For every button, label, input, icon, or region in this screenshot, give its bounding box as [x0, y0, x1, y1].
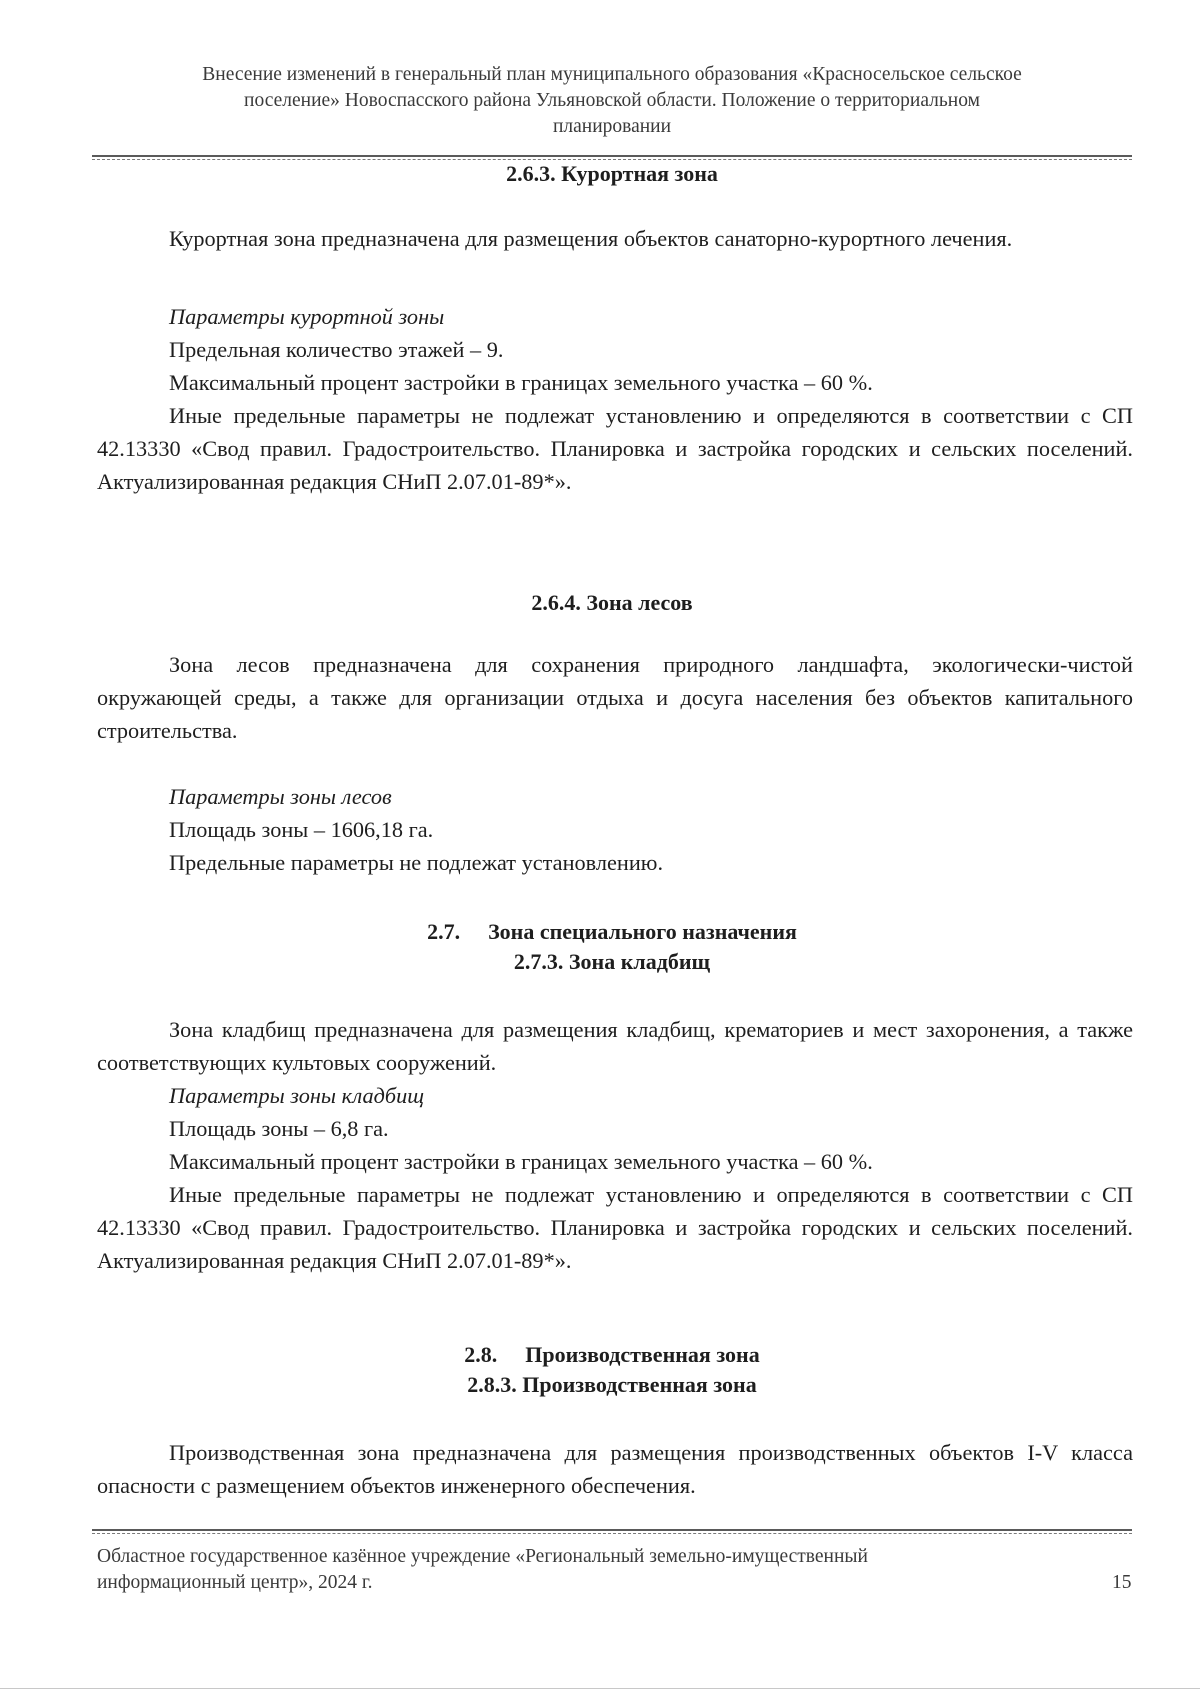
running-footer — [97, 1544, 1133, 1596]
cemetery-params-title: Параметры зоны кладбищ — [169, 1083, 425, 1108]
heading-2-7 — [92, 917, 1132, 947]
resort-max-percent: Максимальный процент застройки в границах земельного участка – 60 %. — [169, 370, 873, 395]
running-header — [92, 62, 1132, 140]
heading-2-7-title: Зона специального назначения — [488, 919, 797, 944]
paragraph-forest-intro: Зона лесов предназначена для сохранения природного ландшафта, экологически-чистой окружающей среды, а также для организации отдыха и досуга населения без объектов капитального строительства. — [97, 652, 1133, 743]
header-line-2: поселение» Новоспасского района Ульяновской области. Положение о территориальном — [244, 90, 980, 111]
cemetery-max-percent: Максимальный процент застройки в границах земельного участка – 60 %. — [169, 1149, 873, 1174]
paragraph-cemetery-intro: Зона кладбищ предназначена для размещения кладбищ, крематориев и мест захоронения, а также соответствующих культовых сооружений. — [97, 1017, 1133, 1075]
header-line-1: Внесение изменений в генеральный план муниципального образования «Красносельское сельское — [202, 64, 1022, 85]
paragraph-industrial-intro: Производственная зона предназначена для размещения производственных объектов I-V класса опасности с размещением объектов инженерного обеспечения. — [97, 1440, 1133, 1498]
header-line-3: планировании — [552, 116, 672, 137]
scan-edge-line — [0, 1688, 1200, 1689]
page-number: 15 — [1112, 1572, 1132, 1593]
paragraph-resort-intro: Курортная зона предназначена для размещения объектов санаторно-курортного лечения. — [169, 226, 1013, 251]
heading-2-8 — [92, 1340, 1132, 1370]
resort-params-title: Параметры курортной зоны — [169, 304, 445, 329]
heading-2-7-number: 2.7. — [427, 919, 461, 944]
heading-2-6-3: 2.6.3. Курортная зона — [506, 161, 718, 186]
heading-2-8-number: 2.8. — [464, 1342, 498, 1367]
heading-2-7-3: 2.7.3. Зона кладбищ — [513, 949, 711, 974]
forest-limits: Предельные параметры не подлежат установлению. — [169, 850, 664, 875]
footer-divider — [92, 1529, 1132, 1534]
paragraph-cemetery-other: Иные предельные параметры не подлежат установлению и определяются в соответствии с СП 42.13330 «Свод правил. Градостроительство. Планировка и застройка городских и сельских поселений. Актуализированная редакция СНиП 2.07.01-89*». — [97, 1182, 1133, 1273]
footer-line-2: информационный центр», 2024 г. — [97, 1572, 373, 1593]
forest-params-title: Параметры зоны лесов — [169, 784, 392, 809]
heading-2-6-4: 2.6.4. Зона лесов — [531, 590, 693, 615]
paragraph-resort-other: Иные предельные параметры не подлежат установлению и определяются в соответствии с СП 42.13330 «Свод правил. Градостроительство. Планировка и застройка городских и сельских поселений. Актуализированная редакция СНиП 2.07.01-89*». — [97, 403, 1133, 494]
heading-2-8-title: Производственная зона — [525, 1342, 760, 1367]
resort-floors: Предельная количество этажей – 9. — [169, 337, 504, 362]
forest-area: Площадь зоны – 1606,18 га. — [169, 817, 434, 842]
footer-line-1: Областное государственное казённое учреждение «Региональный земельно-имущественный — [97, 1546, 868, 1567]
heading-2-8-3: 2.8.3. Производственная зона — [467, 1372, 757, 1397]
cemetery-area: Площадь зоны – 6,8 га. — [169, 1116, 389, 1141]
